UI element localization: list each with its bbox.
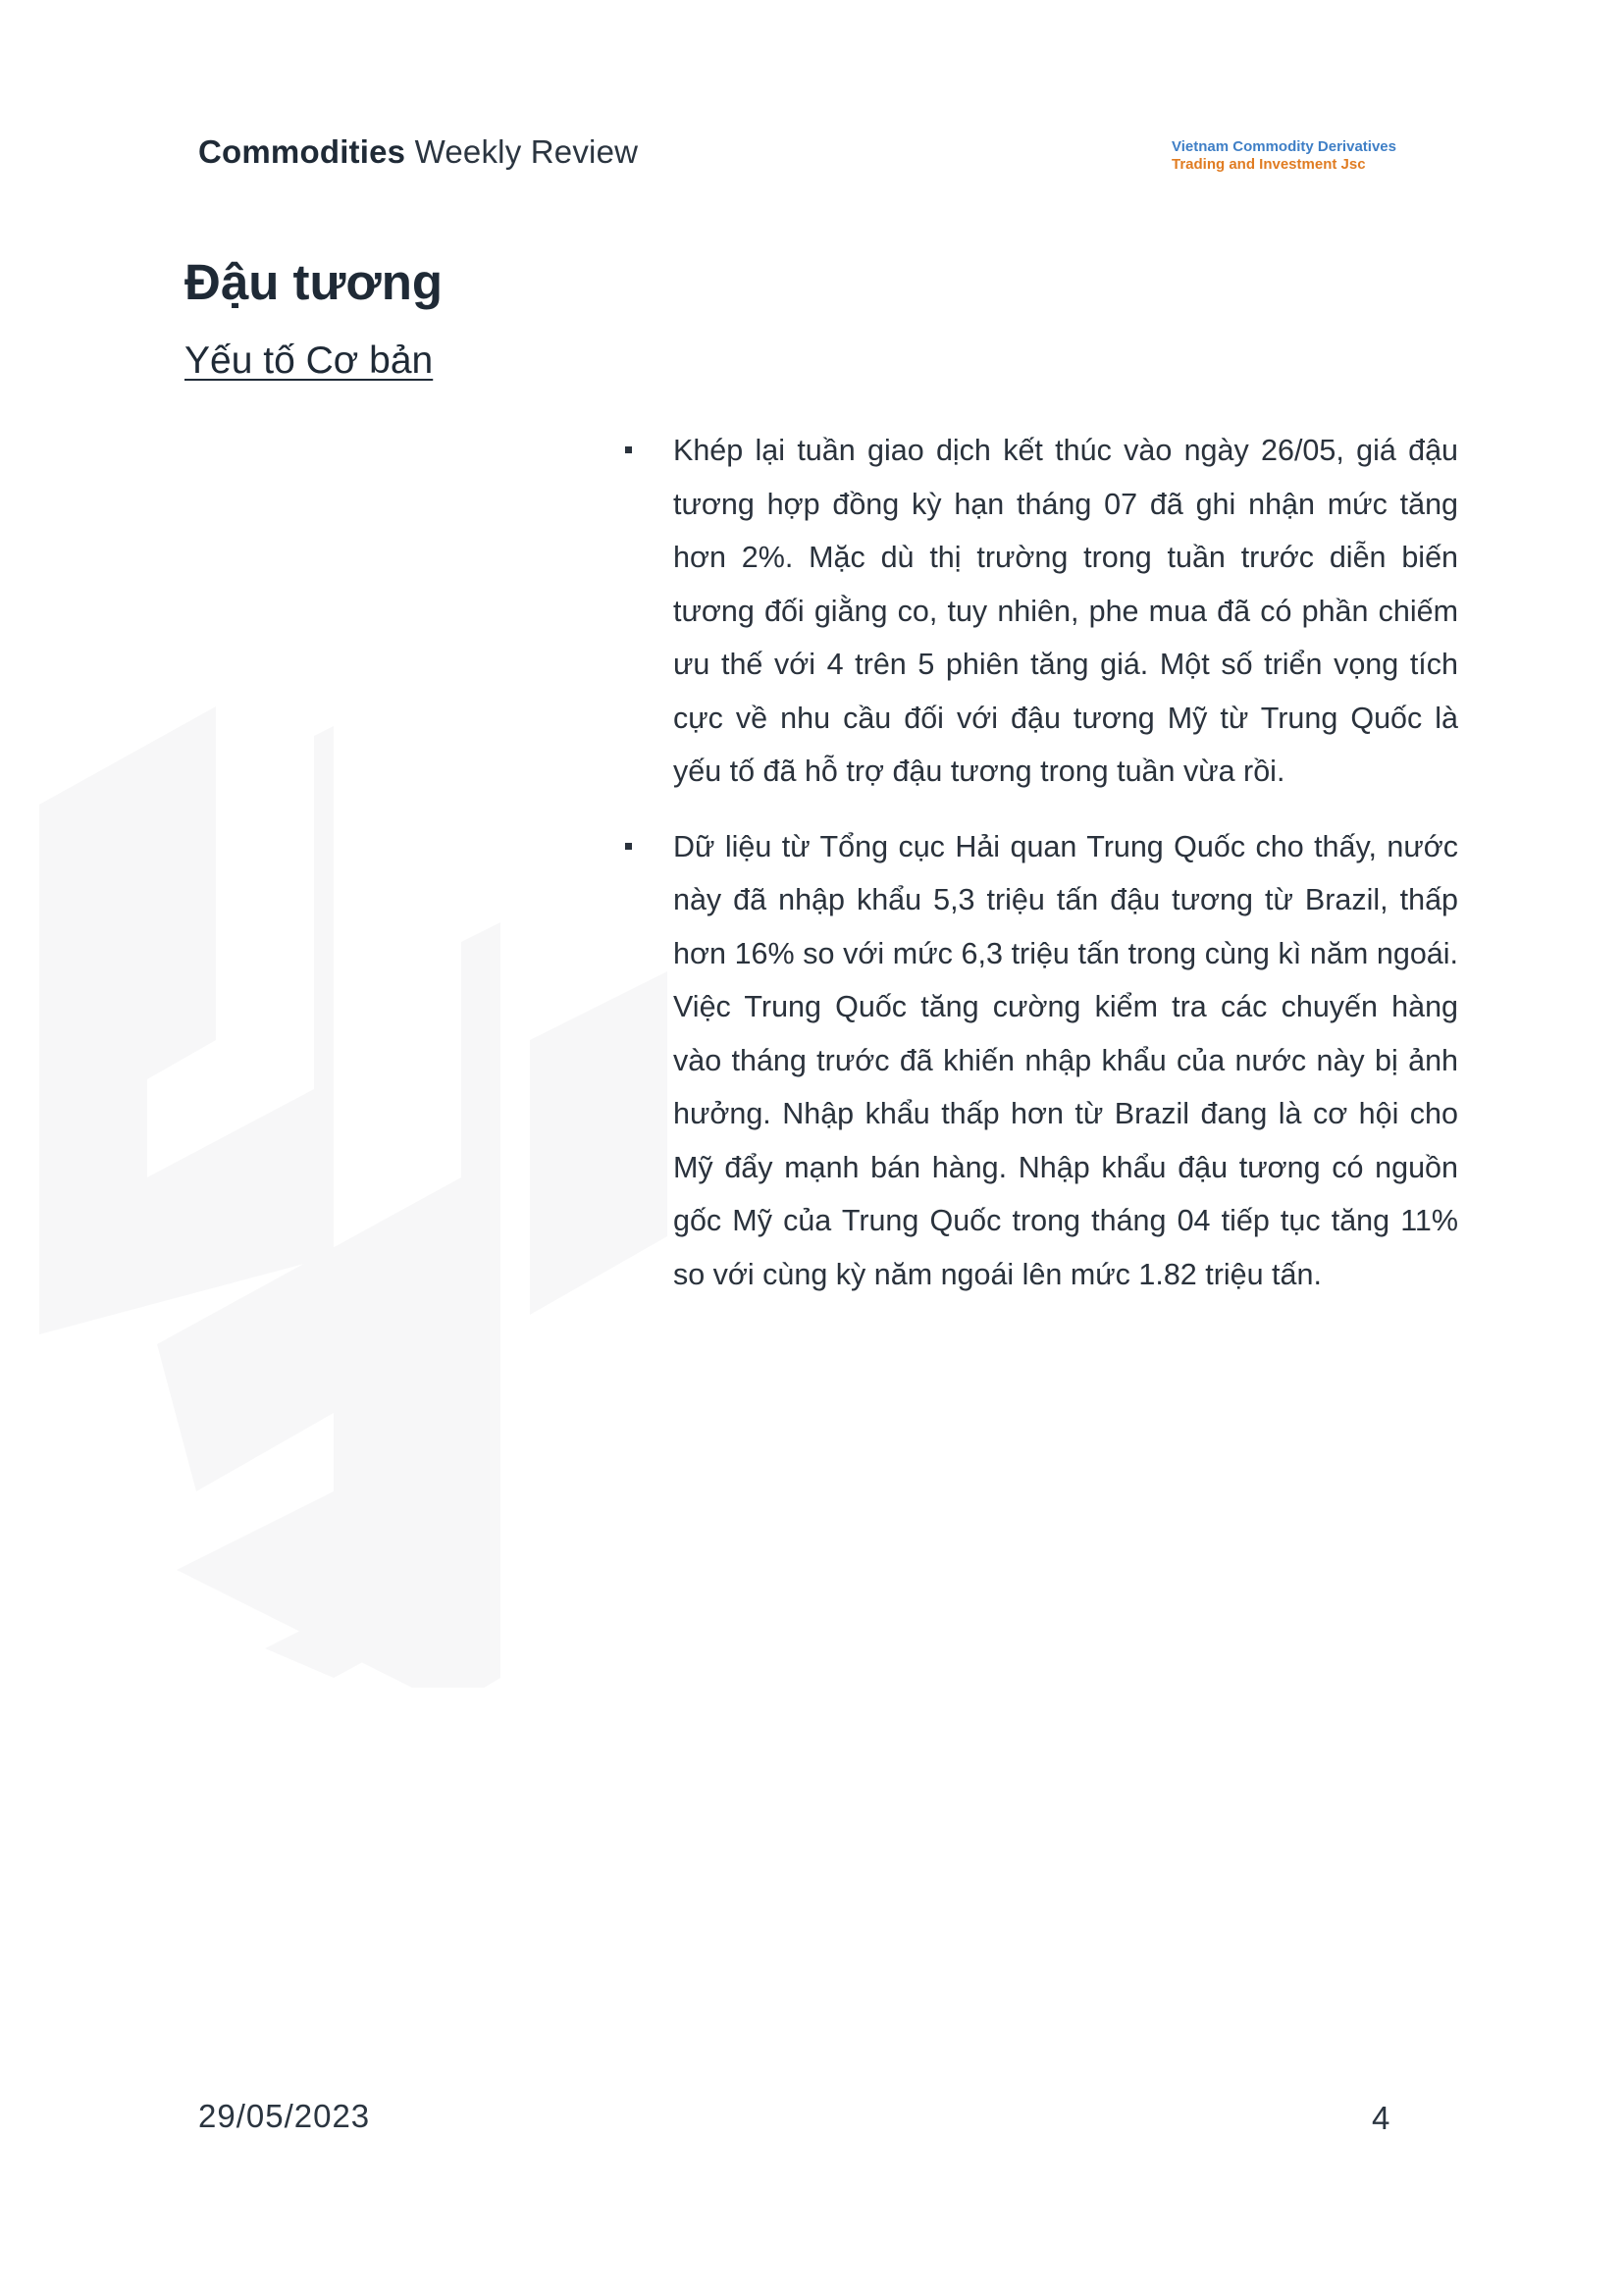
page-number: 4: [1372, 2100, 1390, 2136]
bullet-item: [620, 820, 1458, 1302]
bullet-item: [620, 424, 1458, 799]
logo-line-2: Trading and Investment Jsc: [1172, 156, 1366, 173]
section-title: Đậu tương: [184, 254, 443, 310]
report-header-title: [198, 133, 638, 171]
bullet-text: Khép lại tuần giao dịch kết thúc vào ngày 26/05, giá đậu tương hợp đồng kỳ hạn tháng 07 đã ghi nhận mức tăng hơn 2%. Mặc dù thị trường trong tuần trước diễn biến tương đối giằng co, tuy nhiên, phe mua đã có phần chiếm ưu thế với 4 trên 5 phiên tăng giá. Một số triển vọng tích cực về nhu cầu đối với đậu tương Mỹ từ Trung Quốc là yếu tố đã hỗ trợ đậu tương trong tuần vừa rồi.: [673, 434, 1458, 788]
header-title-bold: Commodities: [198, 133, 406, 170]
company-logo: [1172, 138, 1396, 174]
footer-date: 29/05/2023: [198, 2098, 371, 2134]
header-title-rest: Weekly Review: [405, 133, 639, 170]
bullet-marker-icon: [625, 446, 632, 453]
section-subtitle: Yếu tố Cơ bản: [184, 339, 434, 382]
bullet-marker-icon: [625, 843, 632, 850]
bullet-text: Dữ liệu từ Tổng cục Hải quan Trung Quốc cho thấy, nước này đã nhập khẩu 5,3 triệu tấn đậu tương từ Brazil, thấp hơn 16% so với mức 6,3 triệu tấn trong cùng kì năm ngoái. Việc Trung Quốc tăng cường kiểm tra các chuyến hàng vào tháng trước đã khiến nhập khẩu của nước này bị ảnh hưởng. Nhập khẩu thấp hơn từ Brazil đang là cơ hội cho Mỹ đẩy mạnh bán hàng. Nhập khẩu đậu tương có nguồn gốc Mỹ của Trung Quốc trong tháng 04 tiếp tục tăng 11% so với cùng kỳ năm ngoái lên mức 1.82 triệu tấn.: [673, 829, 1458, 1291]
logo-line-1: Vietnam Commodity Derivatives: [1172, 138, 1396, 155]
bullet-list: [620, 424, 1458, 1323]
